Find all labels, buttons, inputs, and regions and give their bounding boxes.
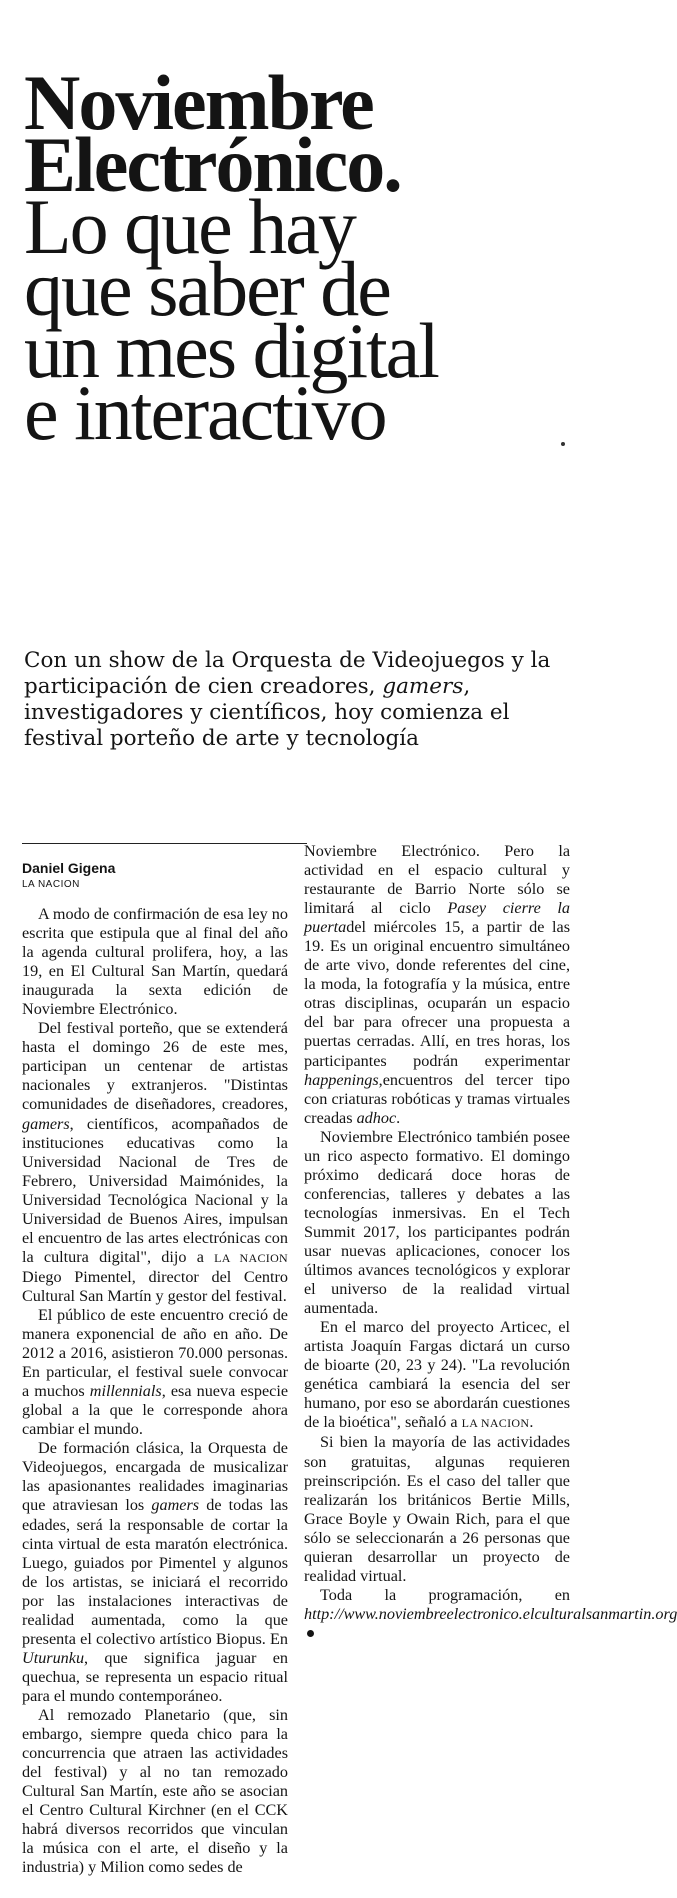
paragraph-4-text: De formación clásica, la Orquesta de Videojuegos, encargada de musicalizar las apasionantes realidades imaginarias que atraviesan los [22, 1439, 288, 1515]
byline-outlet: LA NACION [22, 879, 80, 890]
paragraph-5-emphasis-3: ad [356, 1108, 373, 1127]
paragraph-7-text: En el marco del proyecto Articec, el artista Joaquín Fargas dictará un curso de bioarte (20, 23 y 24). "La revolución genética cambiará la esencia del ser humano, por eso se abordarán cuestiones de la bioética", señaló a [304, 1318, 570, 1432]
paragraph-2-text-c: Diego Pimentel, director del Centro Cultural San Martín y gestor del festival. [22, 1267, 288, 1305]
paragraph-1-text: A modo de confirmación de esa ley no escrita que estipula que al final del año la agenda cultural prolifera, hoy, a las 19, en El Cultural San Martín, quedará inaugurada la sexta edición de Noviembre Electrónico. [22, 905, 288, 1019]
headline-line-5: un mes digital [24, 307, 438, 394]
paragraph-4-emphasis-2: Uturunku [22, 1648, 85, 1667]
paragraph-5-emphasis: Pase [447, 899, 479, 918]
paragraph-6-text: Noviembre Electrónico también posee un rico aspecto formativo. El domingo próximo dedicará doce horas de conferencias, talleres y debates a las tecnologías inmersivas. En el Tech Summit 2017, los participantes podrán usar nuevas aplicaciones, conocer los últimos avances tecnológicos y explorar el universo de la realidad virtual aumentada. [304, 1127, 570, 1318]
paragraph-4-text-b: de todas las edades, será la responsable de cortar la cinta virtual de esta maratón electrónica. Luego, guiados por Pimentel y algunos de los artistas, se iniciará el recorrido por las instalaciones interactivas de realidad aumentada, como la que presenta el colectivo artístico Biopus. En [22, 1496, 288, 1648]
paragraph-6 [304, 1128, 570, 1318]
paragraph-3 [22, 1306, 288, 1439]
paragraph-5-text: Al remozado Planetario (que, sin embargo, siempre queda chico para la concurrencia que atraen las actividades del festival) y al no tan remozado Cultural San Martín, este año se asocian el Centro Cultural Kirchner (en el CCK habrá diversos recorridos que vinculan la música con el arte, el diseño y la industria) y Milion como sedes de [22, 1705, 288, 1877]
headline-bold-line-1: Noviembre [24, 59, 373, 146]
paragraph-2-emphasis: gamers [22, 1114, 70, 1133]
paragraph-4 [22, 1439, 288, 1706]
paragraph-3-text: El público de este encuentro creció de manera exponencial de año en año. De 2012 a 2016, asistieron 70.000 personas. En particular, el festival suele convocar a muchos [22, 1305, 288, 1401]
paragraph-continuation [304, 842, 570, 1128]
scan-speck [561, 442, 565, 446]
paragraph-5-emphasis-continued: y cierre la puerta [304, 899, 571, 937]
subtitle-text-2: , investigadores y científicos, hoy comienza el festival porteño de arte y tecnología [24, 674, 510, 751]
paragraph-4-text-c: , que significa jaguar en quechua, se representa un espacio ritual para el mundo contemporáneo. [22, 1648, 288, 1705]
article-column-left [22, 842, 288, 1877]
paragraph-5-text-b-continued: del miércoles 15, a partir de las 19. Es un original encuentro simultáneo de arte vivo, donde referentes del cine, la moda, la fotografía y la música, entre otras disciplinas, ocuparán un espacio del bar para ofrecer una propuesta a puertas cerradas. Allí, en tres horas, los participantes podrán experimentar [304, 918, 570, 1070]
paragraph-8-text: Si bien la mayoría de las actividades son gratuitas, algunas requieren preinscripción. Es el caso del taller que realizarán los británicos Bertie Mills, Grace Boyle y Owain Rich, para el que sólo se seleccionarán a 26 personas que quieran desarrollar un proyecto de realidad virtual. [304, 1433, 570, 1585]
paragraph-5-text-continued: Noviembre Electrónico. Pero la actividad en el espacio cultural y restaurante de Barrio Norte sólo se limitará al ciclo [304, 842, 570, 918]
headline-bold-line-2: Electrónico. [24, 121, 401, 208]
paragraph-5-text-c-continued: encuentros del tercer tipo con criaturas robóticas y tramas virtuales creadas [304, 1070, 570, 1127]
paragraph-5 [22, 1706, 288, 1877]
paragraph-3-emphasis: millennials [89, 1382, 162, 1401]
byline-author: Daniel Gigena [22, 860, 116, 876]
paragraph-2-outlet: LA NACION [214, 1250, 288, 1265]
paragraph-7-outlet: LA NACION [461, 1416, 530, 1431]
paragraph-2-text: Del festival porteño, que se extenderá hasta el domingo 26 de este mes, participan un centenar de artistas nacionales y extranjeros. "Distintas comunidades de diseñadores, creadores, [22, 1019, 288, 1114]
program-url-link[interactable]: http://www.noviembreelectronico.elculturalsanmartin.org [304, 1604, 677, 1623]
subtitle-emphasis: gamers [382, 674, 464, 699]
paragraph-3-text-b: , esa nueva especie global a la que le corresponde ahora cambiar el mundo. [22, 1382, 288, 1439]
paragraph-7-text-b: . [529, 1413, 534, 1432]
subtitle-text-1: Con un show de la Orquesta de Videojuegos y la participación de cien creadores, [24, 648, 551, 699]
paragraph-5-text-c: , [378, 1070, 383, 1089]
headline-line-4: que saber de [24, 245, 390, 332]
article-headline [24, 59, 584, 456]
paragraph-2 [22, 1019, 288, 1306]
paragraph-5-text-d: . [396, 1108, 401, 1127]
paragraph-4-emphasis: gamers [151, 1496, 200, 1515]
paragraph-5-emphasis-3-continued: hoc [372, 1108, 397, 1127]
article-subtitle [24, 648, 572, 752]
paragraph-9 [304, 1585, 677, 1643]
headline-line-6: e interactivo [24, 369, 386, 456]
paragraph-9-text: Toda la programación, en [320, 1585, 570, 1604]
paragraph-7 [304, 1318, 570, 1433]
article-column-right [304, 842, 677, 1643]
end-of-article-bullet [307, 1630, 314, 1637]
paragraph-2-text-b: , científicos, acompañados de instituciones educativas como la Universidad Nacional de Tres de Febrero, Universidad Maimónides, la Universidad Tecnológica Nacional y la Universidad de Buenos Aires, impulsan el encuentro de las artes electrónicas con la cultura digital", dijo a [22, 1114, 288, 1266]
paragraph-1 [22, 905, 288, 1019]
headline-line-3: Lo que hay [24, 183, 355, 270]
paragraph-5-emphasis-2: happenings [304, 1070, 379, 1089]
paragraph-8 [304, 1433, 570, 1585]
